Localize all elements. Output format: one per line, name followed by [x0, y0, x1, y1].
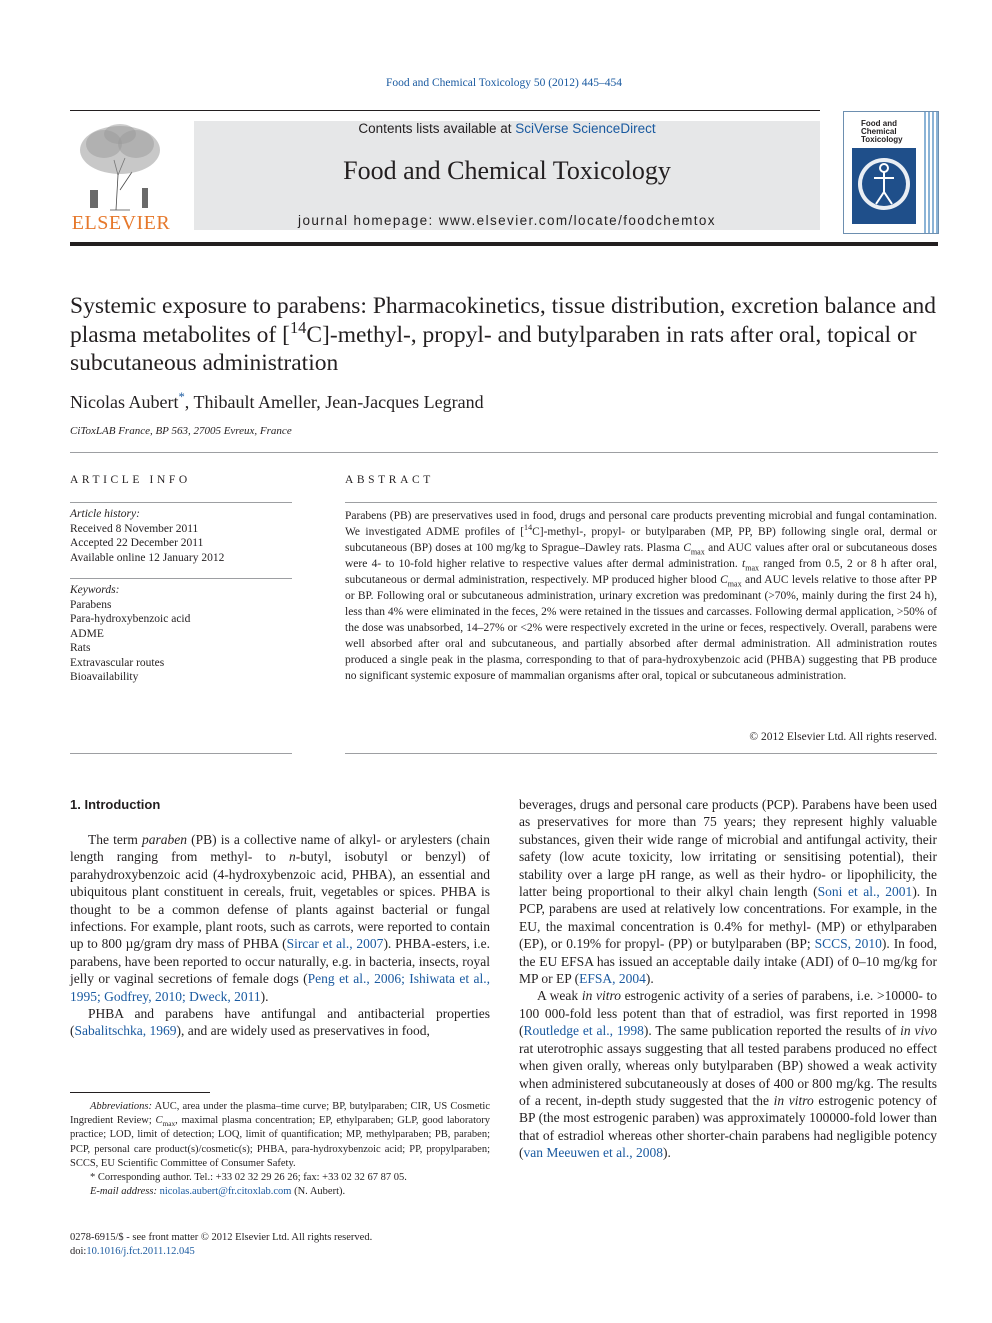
keyword: ADME [70, 627, 104, 640]
email-footnote [70, 1185, 490, 1199]
paragraph [519, 987, 937, 1161]
text-seg: ). [645, 971, 654, 987]
text-seg: ), and are widely used as preservatives in food, [176, 1023, 430, 1039]
issn-line: 0278-6915/$ - see front matter © 2012 Elsevier Ltd. All rights reserved. [70, 1232, 373, 1243]
abstract-var: t [742, 558, 746, 570]
text-italic: in vitro [581, 988, 621, 1004]
text-seg: A weak [537, 988, 582, 1004]
text-seg: Corresponding author. Tel.: +33 02 32 29 26 26; fax: +33 02 32 67 87 05. [95, 1172, 407, 1184]
text-seg: The term [88, 832, 142, 847]
email-link[interactable]: nicolas.aubert@fr.citoxlab.com [159, 1186, 292, 1198]
title-part1: Systemic exposure to parabens: Pharmacokinetics, tissue distribution, excretion balance and plasma metabolites of [ [70, 293, 937, 348]
doi-link[interactable]: 10.1016/j.fct.2011.12.045 [86, 1246, 195, 1257]
reference-link[interactable]: Peng et al., 2006; Ishiwata et al., 1995; Godfrey, 2010; Dweck, 2011 [70, 971, 490, 1004]
abstract-bottom-rule [345, 753, 937, 754]
abstract-seg: Parabens (PB) are preservatives used in food, drugs and personal care products preventing microbial and fungal contamination. We investigated ADME profiles of [ [345, 510, 937, 538]
contents-line [194, 121, 820, 136]
journal-citation[interactable]: Food and Chemical Toxicology 50 (2012) 445–454 [386, 77, 622, 89]
article-info-rule [70, 502, 292, 503]
article-title [70, 292, 950, 378]
article-info-heading: ARTICLE INFO [70, 474, 191, 486]
text-italic: in vitro [773, 1092, 814, 1108]
abstract-seg: and AUC levels relative to those after PP or BP. Following oral or subcutaneous administration, urinary excretion was predominant (>70%, mainly during the first 24 h), less than 4% were eliminated in the feces, 2% were retained in the tissues and carcasses. Following dermal application, >50% of the dose was unabsorbed, 14–27% or <2% were respectively excreted in the urine or feces, respectively. Overall, parabens were well absorbed after oral and subcutaneous, and partially absorbed after dermal administration. All administration routes produced a single peak in the plasma, corresponding to that of para-hydroxybenzoic acid (PHBA) suggesting that PB produce no significant systemic exposure of mammalian organisms after oral, topical or subcutaneous administration. [345, 574, 937, 682]
abstract-var: C [720, 574, 728, 586]
abstract-var: C [683, 542, 691, 554]
email-label: E-mail address: [90, 1186, 157, 1198]
reference-link[interactable]: Routledge et al., 1998 [523, 1023, 644, 1039]
title-divider [70, 452, 938, 453]
abbreviations-footnote [70, 1100, 490, 1171]
cover-title: Food and Chemical Toxicology [861, 119, 903, 144]
footnotes [70, 1100, 490, 1199]
journal-name: Food and Chemical Toxicology [343, 156, 671, 185]
author-list [70, 392, 484, 413]
abstract-seg: ranged from 0.5, 2 or 8 h after oral, subcutaneous or dermal administration, respectively. MP produced higher blood [345, 558, 937, 586]
reference-link[interactable]: Sircar et al., 2007 [286, 936, 384, 952]
text-seg: rat uterotrophic assays suggesting that all tested parabens produced no effect when given orally, whereas only butylparaben (BP) showed a weak activity when administered subcutaneously at doses of 400 or 800 mg/kg. The results of a recent, in-depth study suggested that the [519, 1040, 937, 1108]
journal-homepage[interactable]: journal homepage: www.elsevier.com/locate/foodchemtox [298, 213, 716, 228]
article-history [70, 507, 292, 565]
title-superscript: 14 [289, 317, 307, 337]
text-seg: ). PHBA-esters, i.e. parabens, have been reported to occur naturally, e.g. in bacteria, insects, royal jelly or vaginal secretions of female dogs ( [70, 936, 490, 987]
affiliation: CiToxLAB France, BP 563, 27005 Evreux, France [70, 425, 292, 437]
text-italic: in vivo [900, 1023, 937, 1039]
sciencedirect-link[interactable]: SciVerse ScienceDirect [515, 121, 656, 136]
text-seg: estrogenic activity of a series of parabens, i.e. >10000- to 100 000-fold less potent than that of estradiol, was first reported in 1998 ( [519, 988, 937, 1039]
text-seg: ). [662, 1145, 671, 1161]
keyword: Extravascular routes [70, 656, 165, 669]
contents-prefix: Contents lists available at [358, 121, 516, 136]
abstract-sub: max [727, 579, 742, 589]
text-seg: ). The same publication reported the results of [643, 1023, 901, 1039]
online-date: Available online 12 January 2012 [70, 551, 225, 564]
text-seg: ). [260, 988, 269, 1004]
text-seg: ). In food, the EU EFSA has issued an acceptable daily intake (ADI) of 0–10 mg/kg for MP or EP ( [519, 936, 937, 987]
abstract-copyright: © 2012 Elsevier Ltd. All rights reserved. [749, 731, 937, 743]
cover-stripe [924, 112, 938, 233]
text-seg: -butyl, isobutyl or benzyl) of parahydroxybenzoic acid (4-hydroxybenzoic acid, PHBA), an essential and ubiquitous plant constituent in cereals, fruit, vegetables or spices. PHBA is thought to be a common defense of plants against bacterial or fungal infections. For example, plant roots, such as carrots, were reported to contain up to 800 µg/gram dry mass of PHBA ( [70, 849, 490, 952]
author-name: Nicolas Aubert [70, 392, 179, 412]
journal-cover-thumbnail [843, 111, 939, 234]
text-italic: n [288, 849, 296, 865]
reference-link[interactable]: Sabalitschka, 1969 [74, 1023, 177, 1039]
text-italic: C [155, 1115, 163, 1127]
keyword: Para-hydroxybenzoic acid [70, 613, 191, 625]
bottom-meta [70, 1231, 372, 1259]
keyword: Bioavailability [70, 671, 139, 683]
article-info-bottom-rule [70, 753, 292, 754]
abstract-heading: ABSTRACT [345, 474, 434, 486]
right-column-text [519, 796, 937, 1162]
text-seg: PHBA and parabens have antifungal and antibacterial properties ( [70, 1006, 490, 1039]
corresponding-footnote [70, 1171, 490, 1185]
text-seg: (PB) is a collective name of alkyl- or arylesters (chain length ranging from methyl- to [70, 832, 490, 865]
paragraph [70, 831, 490, 1005]
reference-link[interactable]: SCCS, 2010 [814, 936, 882, 952]
abstract-sup: 14 [524, 523, 533, 533]
reference-link[interactable]: van Meeuwen et al., 2008 [523, 1145, 663, 1161]
reference-link[interactable]: Soni et al., 2001 [817, 884, 913, 900]
paragraph [70, 1005, 490, 1040]
abstract-seg: and AUC values after oral or subcutaneous doses were 4- to 10-fold higher relative to respective values after dermal administration. [345, 542, 937, 570]
text-seg: , maximal plasma concentration; EP, ethylparaben; GLP, good laboratory practice; LOD, limit of detection; LOQ, limit of quantification; MP, methylparaben; PB, paraben; PCP, personal care product(s)/cosmetic(s); PHBA, para-hydroxybenzoic acid; PP, propylparaben; SCCS, EU Scientific Committee of Consumer Safety. [70, 1115, 490, 1169]
abstract-sub: max [690, 547, 705, 557]
section-heading: 1. Introduction [70, 797, 161, 812]
doi-line [70, 1245, 372, 1259]
text-seg: estrogenic potency of BP (the most estrogenic paraben) was approximately 100000-fold lower than that of estradiol whereas other shorter-chain parabens had negligible potency ( [519, 1092, 937, 1161]
header-rule [70, 110, 820, 111]
corresponding-author-mark[interactable]: * [178, 390, 185, 404]
left-column-text [70, 831, 490, 1040]
reference-link[interactable]: EFSA, 2004 [579, 971, 646, 987]
other-authors: , Thibault Ameller, Jean-Jacques Legrand [184, 392, 484, 412]
abstract-text [345, 508, 937, 684]
text-italic: paraben [142, 832, 187, 847]
accepted-date: Accepted 22 December 2011 [70, 537, 204, 549]
header-thick-rule [70, 242, 938, 246]
cover-image [852, 148, 916, 224]
received-date: Received 8 November 2011 [70, 522, 199, 535]
doi-prefix: doi: [70, 1246, 87, 1257]
keywords-block [70, 583, 292, 685]
abbr-label: Abbreviations: [90, 1101, 153, 1112]
abstract-rule [345, 502, 937, 503]
footnote-rule [70, 1092, 210, 1093]
text-seg: beverages, drugs and personal care products (PCP). Parabens have been used as preservatives for more than 75 years; they represent highly valuable substances, given their wide range of microbial and antifungal activity, their safety (low acute toxicity, low irritating or sensitising potential), their stability over a large pH range, as well as their hydro- or lipophilicity, the latter being proportional to their alkyl chain length ( [519, 797, 937, 900]
keywords-rule [70, 578, 292, 579]
text-seg: AUC, area under the plasma–time curve; BP, butylparaben; CIR, US Cosmetic Ingredient Review; [70, 1101, 490, 1127]
abstract-seg: C]-methyl-, propyl- or butylparaben (MP, PP, BP) following single oral, dermal or subcutaneous (BP) doses at 100 mg/kg to Sprague–Dawley rats. Plasma [345, 526, 937, 554]
publisher-wordmark: ELSEVIER [71, 212, 171, 234]
title-part2: C]-methyl-, propyl- and butylparaben in rats after oral, topical or subcutaneous administration [70, 321, 917, 376]
text-seg: ). In PCP, parabens are used at relatively low concentrations. For example, in the EU, the maximal concentration is 0.4% for methyl- (MP) or ethylparaben (EP), or 0.19% for propyl- (PP) or butylparaben (BP; [519, 884, 937, 952]
paragraph [519, 796, 937, 987]
keywords-label: Keywords: [70, 584, 120, 596]
history-label: Article history: [70, 508, 140, 520]
keyword: Rats [70, 642, 91, 654]
text-sub: max [162, 1119, 176, 1129]
abstract-sub: max [745, 563, 760, 573]
keyword: Parabens [70, 598, 112, 611]
text-seg: (N. Aubert). [291, 1186, 346, 1198]
footnote-mark: * [90, 1172, 96, 1184]
